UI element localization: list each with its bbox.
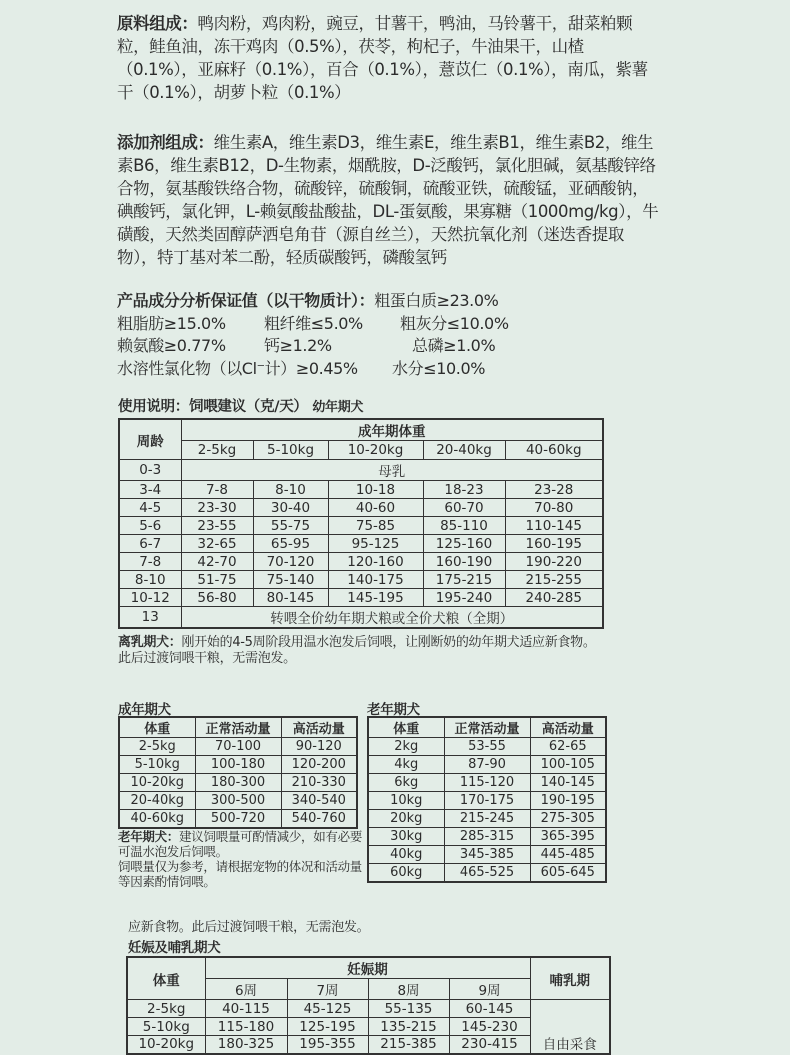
amount-cell: 115-120 (444, 774, 530, 792)
age-cell: 7-8 (119, 553, 181, 571)
week-header: 8周 (368, 979, 449, 1000)
weight-cell: 10-20kg (127, 1036, 205, 1054)
amount-cell: 87-90 (444, 756, 530, 774)
age-cell: 13 (119, 607, 181, 629)
table-row (119, 607, 603, 629)
table-row (368, 792, 606, 810)
amount-cell: 65-95 (253, 535, 328, 553)
analysis-item: 总磷≥1.0% (412, 336, 496, 355)
weight-cell: 2-5kg (127, 1000, 205, 1018)
preg-weight-header: 体重 (127, 957, 205, 1000)
weight-column-header: 2-5kg (181, 441, 253, 460)
column-header: 正常活动量 (195, 717, 281, 738)
weaning-label: 离乳期犬： (118, 635, 182, 650)
ingredients-paragraph (117, 12, 662, 104)
usage-title-row (118, 395, 363, 416)
senior-note-label: 老年期犬： (118, 829, 180, 844)
weight-cell: 5-10kg (127, 1018, 205, 1036)
amount-cell: 100-180 (195, 756, 281, 774)
table-row (119, 460, 603, 481)
age-cell: 0-3 (119, 460, 181, 481)
age-cell: 4-5 (119, 499, 181, 517)
amount-cell: 125-195 (287, 1018, 368, 1036)
merged-cell: 转喂全价幼年期犬粮或全价犬粮（全期） (181, 607, 603, 629)
age-cell: 6-7 (119, 535, 181, 553)
pregnancy-intro: 应新食物。此后过渡饲喂干粮，无需泡发。 (128, 920, 370, 935)
analysis-line-1 (117, 290, 662, 313)
amount-cell: 210-330 (281, 774, 357, 792)
age-cell: 10-12 (119, 589, 181, 607)
amount-cell: 345-385 (444, 846, 530, 864)
amount-cell: 7-8 (181, 481, 253, 499)
weight-cell: 4kg (368, 756, 444, 774)
puppy-feeding-table (118, 418, 604, 629)
amount-cell: 145-230 (449, 1018, 530, 1036)
amount-cell: 175-215 (423, 571, 505, 589)
week-header: 7周 (287, 979, 368, 1000)
column-header: 体重 (119, 717, 195, 738)
amount-cell: 23-28 (505, 481, 603, 499)
column-header: 高活动量 (530, 717, 606, 738)
table-row (127, 1000, 610, 1018)
amount-cell: 340-540 (281, 792, 357, 810)
column-header: 正常活动量 (444, 717, 530, 738)
additives-text: 维生素A，维生素D3，维生素E，维生素B1，维生素B2，维生素B6，维生素B12，D-生物素，烟酰胺，D-泛酸钙，氯化胆碱，氨基酸锌络合物，氨基酸铁络合物，硫酸锌，硫酸铜，硫酸亚铁，硫酸锰，亚硒酸钠，碘酸钙，氯化钾，L-赖氨酸盐酸盐，DL-蛋氨酸，果寡糖（1000mg/kg），牛磺酸，天然类固醇萨洒皂角苷（源自丝兰），天然抗氧化剂（迷迭香提取物），特丁基对苯二酚，轻质碳酸钙，磷酸氢钙 (117, 133, 659, 267)
amount-cell: 170-175 (444, 792, 530, 810)
amount-cell: 215-255 (505, 571, 603, 589)
amount-cell: 10-18 (328, 481, 423, 499)
analysis-item: 赖氨酸≥0.77% (117, 336, 226, 355)
weight-column-header: 10-20kg (328, 441, 423, 460)
amount-cell: 56-80 (181, 589, 253, 607)
weaning-note (118, 635, 608, 667)
senior-note-line (118, 829, 363, 859)
weight-cell: 60kg (368, 864, 444, 882)
senior-note (118, 829, 363, 889)
amount-cell: 55-75 (253, 517, 328, 535)
adult-weight-group-header: 成年期体重 (181, 419, 603, 441)
amount-cell: 53-55 (444, 738, 530, 756)
amount-cell: 125-160 (423, 535, 505, 553)
lactation-cell: 自由采食 (530, 1000, 610, 1054)
table-row (368, 828, 606, 846)
amount-cell: 40-60 (328, 499, 423, 517)
weight-cell: 10kg (368, 792, 444, 810)
weight-column-header: 20-40kg (423, 441, 505, 460)
amount-cell: 40-115 (205, 1000, 287, 1018)
amount-cell: 75-85 (328, 517, 423, 535)
amount-cell: 180-325 (205, 1036, 287, 1054)
table-row (368, 756, 606, 774)
week-header: 6周 (205, 979, 287, 1000)
amount-cell: 30-40 (253, 499, 328, 517)
weight-cell: 10-20kg (119, 774, 195, 792)
amount-cell: 45-125 (287, 1000, 368, 1018)
senior-note-text-2: 饲喂量仅为参考，请根据宠物的体况和活动量等因素酌情饲喂。 (118, 859, 363, 889)
usage-subtitle: 幼年期犬 (312, 400, 364, 415)
table-row (368, 774, 606, 792)
amount-cell: 365-395 (530, 828, 606, 846)
pregnancy-group-header: 妊娠期 (205, 957, 530, 979)
amount-cell: 285-315 (444, 828, 530, 846)
table-row (119, 774, 357, 792)
weaning-text: 刚开始的4-5周阶段用温水泡发后饲喂，让刚断奶的幼年期犬适应新食物。此后过渡饲喂干粮，无需泡发。 (118, 635, 596, 666)
table-row (119, 517, 603, 535)
amount-cell: 110-145 (505, 517, 603, 535)
table-row (119, 756, 357, 774)
ingredients-text: 鸭肉粉，鸡肉粉，豌豆，甘薯干，鸭油，马铃薯干，甜菜粕颗粒，鲑鱼油，冻干鸡肉（0.5%），茯苓，枸杞子，牛油果干，山楂（0.1%），亚麻籽（0.1%），百合（0.1%），薏苡仁（0.1%），南瓜，紫薯干（0.1%），胡萝卜粒（0.1%） (117, 14, 648, 102)
merged-cell: 母乳 (181, 460, 603, 481)
column-header: 体重 (368, 717, 444, 738)
analysis-item: 粗蛋白质≥23.0% (374, 291, 499, 310)
table-row (119, 810, 357, 828)
weight-cell: 30kg (368, 828, 444, 846)
amount-cell: 230-415 (449, 1036, 530, 1054)
amount-cell: 140-175 (328, 571, 423, 589)
analysis-item: 水溶性氯化物（以Cl⁻计）≥0.45% (117, 358, 358, 378)
weight-cell: 5-10kg (119, 756, 195, 774)
table-row (368, 846, 606, 864)
analysis-item: 粗脂肪≥15.0% (117, 313, 226, 333)
adult-feeding-table (118, 716, 358, 829)
additives-label: 添加剂组成： (117, 133, 214, 152)
weight-cell: 20kg (368, 810, 444, 828)
amount-cell: 70-100 (195, 738, 281, 756)
weight-cell: 20-40kg (119, 792, 195, 810)
weight-column-header: 40-60kg (505, 441, 603, 460)
analysis-item: 粗纤维≤5.0% (264, 313, 363, 333)
table-row (119, 481, 603, 499)
table-row (119, 499, 603, 517)
amount-cell: 75-140 (253, 571, 328, 589)
weight-cell: 2kg (368, 738, 444, 756)
analysis-item: 水分≤10.0% (392, 358, 486, 378)
adult-title: 成年期犬 (118, 702, 171, 718)
amount-cell: 300-500 (195, 792, 281, 810)
age-cell: 3-4 (119, 481, 181, 499)
pregnancy-title: 妊娠及哺乳期犬 (128, 940, 221, 956)
lactation-header: 哺乳期 (530, 957, 610, 1000)
analysis-line-2 (117, 313, 662, 336)
amount-cell: 42-70 (181, 553, 253, 571)
amount-cell: 500-720 (195, 810, 281, 828)
amount-cell: 80-145 (253, 589, 328, 607)
senior-title: 老年期犬 (367, 702, 420, 718)
age-cell: 5-6 (119, 517, 181, 535)
table-row (119, 535, 603, 553)
amount-cell: 120-160 (328, 553, 423, 571)
amount-cell: 180-300 (195, 774, 281, 792)
amount-cell: 51-75 (181, 571, 253, 589)
amount-cell: 60-145 (449, 1000, 530, 1018)
amount-cell: 32-65 (181, 535, 253, 553)
analysis-line-3 (117, 335, 662, 358)
weight-cell: 40-60kg (119, 810, 195, 828)
amount-cell: 95-125 (328, 535, 423, 553)
table-row (368, 864, 606, 882)
amount-cell: 60-70 (423, 499, 505, 517)
analysis-label: 产品成分分析保证值（以干物质计）： (117, 291, 375, 310)
table-row (119, 553, 603, 571)
weight-cell: 2-5kg (119, 738, 195, 756)
amount-cell: 90-120 (281, 738, 357, 756)
amount-cell: 445-485 (530, 846, 606, 864)
age-header: 周龄 (119, 419, 181, 460)
amount-cell: 540-760 (281, 810, 357, 828)
weight-cell: 40kg (368, 846, 444, 864)
age-cell: 8-10 (119, 571, 181, 589)
amount-cell: 135-215 (368, 1018, 449, 1036)
amount-cell: 145-195 (328, 589, 423, 607)
amount-cell: 195-355 (287, 1036, 368, 1054)
table-row (368, 810, 606, 828)
amount-cell: 8-10 (253, 481, 328, 499)
table-row (119, 792, 357, 810)
amount-cell: 160-190 (423, 553, 505, 571)
weight-column-header: 5-10kg (253, 441, 328, 460)
amount-cell: 160-195 (505, 535, 603, 553)
amount-cell: 115-180 (205, 1018, 287, 1036)
amount-cell: 100-105 (530, 756, 606, 774)
column-header: 高活动量 (281, 717, 357, 738)
usage-title: 使用说明：饲喂建议（克/天） (118, 399, 308, 415)
amount-cell: 605-645 (530, 864, 606, 882)
amount-cell: 195-240 (423, 589, 505, 607)
amount-cell: 70-80 (505, 499, 603, 517)
analysis-item: 钙≥1.2% (264, 336, 332, 355)
amount-cell: 55-135 (368, 1000, 449, 1018)
analysis-line-4 (117, 358, 662, 381)
weight-cell: 6kg (368, 774, 444, 792)
pregnancy-feeding-table (126, 956, 611, 1055)
amount-cell: 23-30 (181, 499, 253, 517)
ingredients-label: 原料组成： (117, 14, 198, 33)
amount-cell: 85-110 (423, 517, 505, 535)
table-row (368, 738, 606, 756)
amount-cell: 140-145 (530, 774, 606, 792)
table-row (119, 738, 357, 756)
amount-cell: 190-220 (505, 553, 603, 571)
senior-note-text: 建议饲喂量可酌情减少，如有必要可温水泡发后饲喂。 (118, 829, 363, 859)
amount-cell: 465-525 (444, 864, 530, 882)
amount-cell: 275-305 (530, 810, 606, 828)
amount-cell: 18-23 (423, 481, 505, 499)
senior-feeding-table (367, 716, 607, 883)
amount-cell: 215-245 (444, 810, 530, 828)
table-row (119, 571, 603, 589)
analysis-item: 粗灰分≤10.0% (400, 313, 509, 333)
amount-cell: 62-65 (530, 738, 606, 756)
analysis-block (117, 290, 662, 380)
amount-cell: 120-200 (281, 756, 357, 774)
week-header: 9周 (449, 979, 530, 1000)
additives-paragraph (117, 131, 662, 269)
amount-cell: 23-55 (181, 517, 253, 535)
amount-cell: 190-195 (530, 792, 606, 810)
amount-cell: 215-385 (368, 1036, 449, 1054)
amount-cell: 70-120 (253, 553, 328, 571)
amount-cell: 240-285 (505, 589, 603, 607)
table-row (119, 589, 603, 607)
